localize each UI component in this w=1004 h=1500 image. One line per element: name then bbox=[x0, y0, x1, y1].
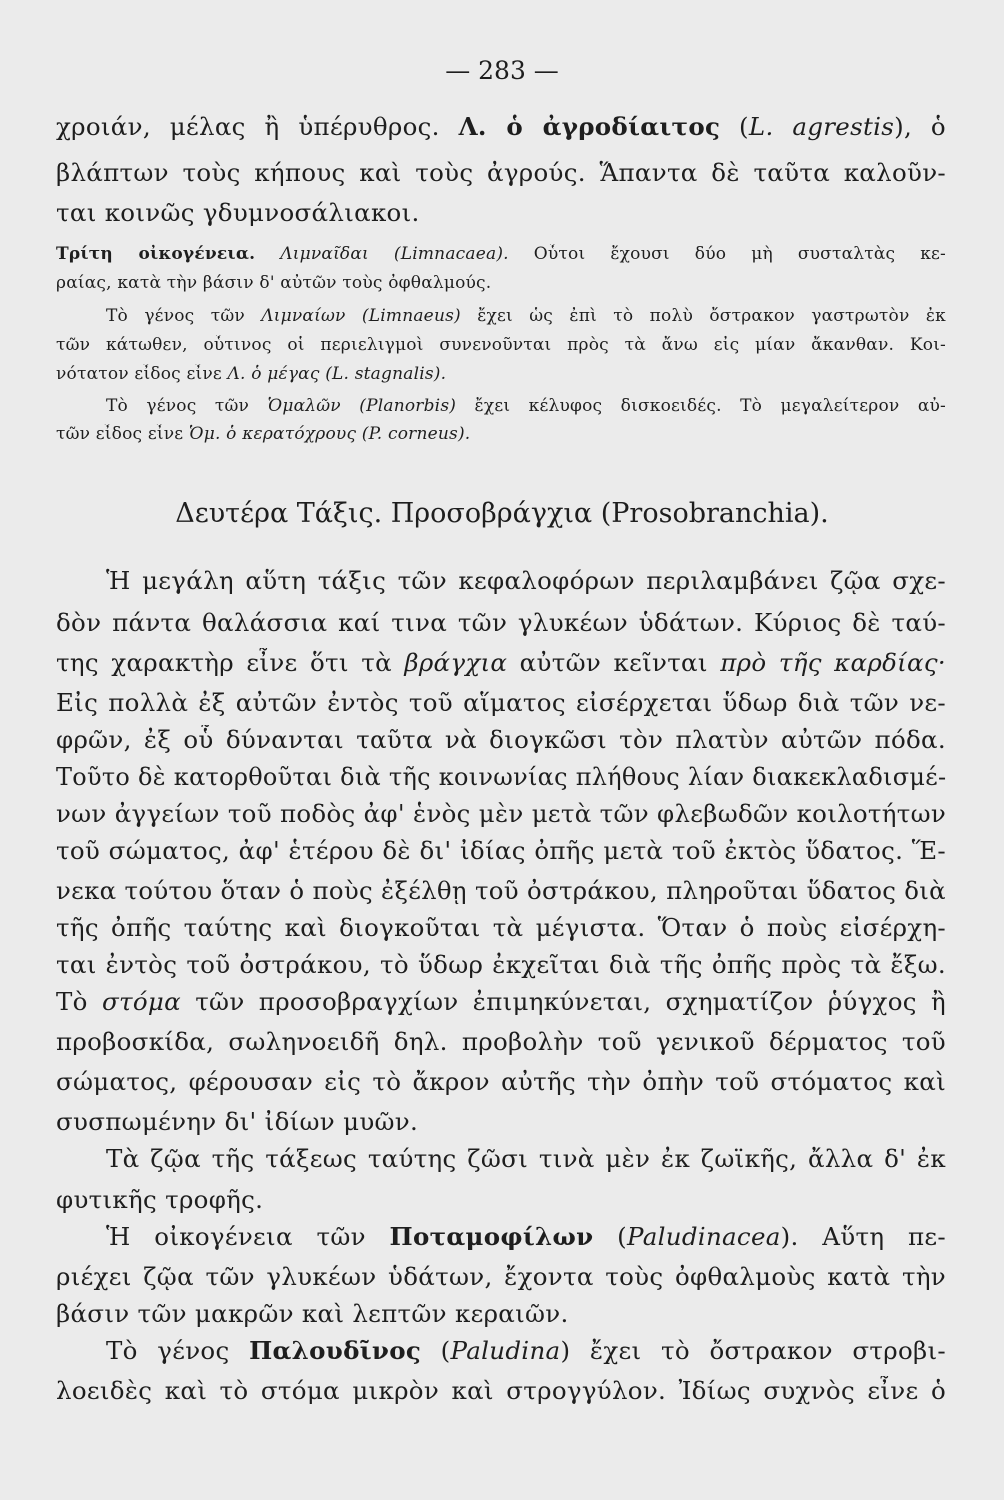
text-line: συσπωμένην δι' ἰδίων μυῶν. bbox=[56, 1107, 419, 1136]
text-line: τοῦ σώματος, ἀφ' ἑτέρου δὲ δι' ἰδίας ὀπῆς μετὰ τοῦ ἐκτὸς ὕδατος. Ἕ- bbox=[56, 836, 946, 865]
text-line: ται κοινῶς γδυμνοσάλιακοι. bbox=[56, 198, 420, 227]
text-line: δὸν πάντα θαλάσσια καί τινα τῶν γλυκέων ὑδάτων. Κύριος δὲ ταύ- bbox=[56, 608, 946, 637]
section-heading: Δευτέρα Τάξις. Προσοβράγχια (Prosobranchia). bbox=[175, 498, 829, 529]
text-line: προβοσκίδα, σωληνοειδῆ δηλ. προβολὴν τοῦ γενικοῦ δέρματος τοῦ bbox=[56, 1027, 946, 1056]
text-line: νων ἀγγείων τοῦ ποδὸς ἀφ' ἑνὸς μὲν μετὰ τῶν φλεβωδῶν κοιλοτήτων bbox=[56, 799, 947, 828]
text-line: σώματος, φέρουσαν εἰς τὸ ἄκρον αὐτῆς τὴν ὀπὴν τοῦ στόματος καὶ bbox=[56, 1067, 946, 1096]
text-line: Τὸ γένος τῶν Ὁμαλῶν (Planorbis) ἔχει κέλυφος δισκοειδές. Τὸ μεγαλείτερον αὐ- bbox=[106, 396, 946, 416]
text-line: χροιάν, μέλας ἢ ὑπέρυθρος. Λ. ὁ ἀγροδίαιτος (L. agrestis), ὁ bbox=[56, 112, 946, 141]
text-line: ριέχει ζῷα τῶν γλυκέων ὑδάτων, ἔχοντα τοὺς ὀφθαλμοὺς κατὰ τὴν bbox=[56, 1262, 946, 1291]
text-line: Τὰ ζῷα τῆς τάξεως ταύτης ζῶσι τινὰ μὲν ἐκ ζωϊκῆς, ἄλλα δ' ἐκ bbox=[106, 1144, 946, 1173]
text-line: νεκα τούτου ὅταν ὁ ποὺς ἐξέλθῃ τοῦ ὀστράκου, πληροῦται ὕδατος διὰ bbox=[56, 876, 946, 905]
text-line: Ἡ μεγάλη αὕτη τάξις τῶν κεφαλοφόρων περιλαμβάνει ζῷα σχε- bbox=[106, 566, 946, 595]
text-line: της χαρακτὴρ εἶνε ὅτι τὰ βράγχια αὐτῶν κεῖνται πρὸ τῆς καρδίας· bbox=[56, 648, 946, 677]
text-line: Τὸ γένος τῶν Λιμναίων (Limnaeus) ἔχει ὡς ἐπὶ τὸ πολὺ ὄστρακον γαστρωτὸν ἐκ bbox=[106, 306, 946, 326]
text-line: φυτικῆς τροφῆς. bbox=[56, 1185, 264, 1214]
text-line: Εἰς πολλὰ ἐξ αὐτῶν ἐντὸς τοῦ αἵματος εἰσέρχεται ὕδωρ διὰ τῶν νε- bbox=[56, 688, 946, 717]
text-line: τῶν κάτωθεν, οὗτινος οἱ περιελιγμοὶ συνενοῦνται πρὸς τὰ ἄνω εἰς μίαν ἄκανθαν. Κοι- bbox=[56, 335, 946, 355]
text-line: Ἡ οἰκογένεια τῶν Ποταμοφίλων (Paludinacea). Αὕτη πε- bbox=[106, 1222, 946, 1251]
text-line: λοειδὲς καὶ τὸ στόμα μικρὸν καὶ στρογγύλον. Ἰδίως συχνὸς εἶνε ὁ bbox=[56, 1376, 946, 1405]
text-line: ται ἐντὸς τοῦ ὀστράκου, τὸ ὕδωρ ἐκχεῖται διὰ τῆς ὀπῆς πρὸς τὰ ἔξω. bbox=[56, 950, 946, 979]
text-line: φρῶν, ἐξ οὗ δύνανται ταῦτα νὰ διογκῶσι τὸν πλατὺν αὐτῶν πόδα. bbox=[56, 725, 946, 754]
text-line: βλάπτων τοὺς κήπους καὶ τοὺς ἀγρούς. Ἅπαντα δὲ ταῦτα καλοῦν- bbox=[56, 158, 946, 187]
text-line: ραίας, κατὰ τὴν βάσιν δ' αὐτῶν τοὺς ὀφθαλμούς. bbox=[56, 273, 492, 293]
text-line: τῶν εἶδος εἶνε Ὁμ. ὁ κερατόχρους (P. corneus). bbox=[56, 424, 471, 444]
text-line: Τοῦτο δὲ κατορθοῦται διὰ τῆς κοινωνίας πλήθους λίαν διακεκλαδισμέ- bbox=[56, 762, 946, 791]
text-line: Τὸ γένος Παλουδῖνος (Paludina) ἔχει τὸ ὄστρακον στροβι- bbox=[106, 1336, 946, 1365]
text-line: τῆς ὀπῆς ταύτης καὶ διογκοῦται τὰ μέγιστα. Ὅταν ὁ ποὺς εἰσέρχη- bbox=[56, 913, 946, 942]
text-line: βάσιν τῶν μακρῶν καὶ λεπτῶν κεραιῶν. bbox=[56, 1299, 569, 1328]
text-line: Τὸ στόμα τῶν προσοβραγχίων ἐπιμηκύνεται, σχηματίζον ῥύγχος ἢ bbox=[56, 987, 946, 1016]
text-line: νότατον εἶδος εἶνε Λ. ὁ μέγας (L. stagnalis). bbox=[56, 364, 447, 384]
text-line: Τρίτη οἰκογένεια. Λιμναῖδαι (Limnacaea). Οὗτοι ἔχουσι δύο μὴ συσταλτὰς κε- bbox=[56, 244, 946, 264]
page-number: — 283 — bbox=[445, 56, 559, 85]
